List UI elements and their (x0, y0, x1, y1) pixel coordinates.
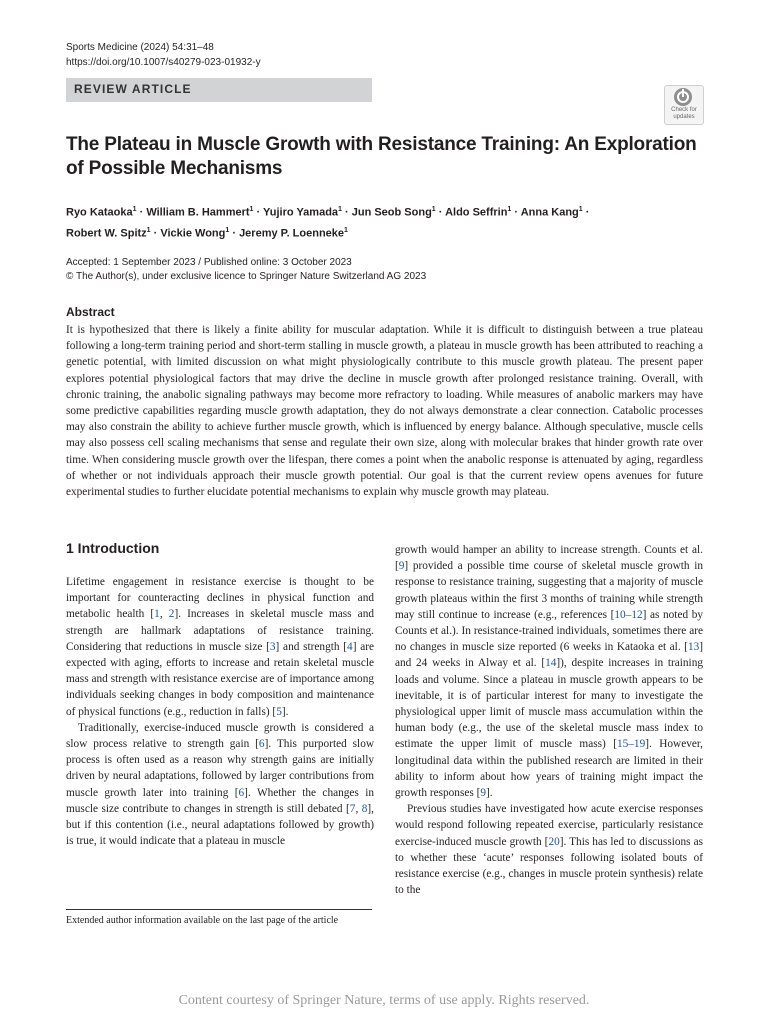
paragraph: growth would hamper an ability to increase strength. Counts et al. [9] provided a possible time course of skeletal muscle growth in response to resistance training, suggesting that a majority of muscle growth plateaus within the first 3 months of training while strength may still continue to increase (e.g., references [10–12] as noted by Counts et al.). In resistance-trained individuals, sometimes there are no changes in muscle size reported (6 weeks in Kataoka et al. [13] and 24 weeks in Alway et al. [14]), despite increases in training loads and volume. Since a plateau in muscle growth appears to be inevitable, it is of particular interest for many to investigate the physiological upper limit of muscle mass accumulation within the human body (e.g., the use of the skeletal muscle mass index to estimate the upper limit of muscle mass) [15–19]. However, longitudinal data within the published research are limited in their ability to inform about how years of training might impact the growth responses [9]. (395, 544, 703, 800)
citation-link[interactable]: 14 (545, 657, 557, 670)
author[interactable]: Robert W. Spitz (66, 227, 147, 240)
citation-link[interactable]: 3 (269, 640, 276, 653)
abstract-heading: Abstract (66, 305, 115, 319)
citation-link[interactable]: 10–12 (614, 608, 643, 621)
courtesy-watermark: Content courtesy of Springer Nature, terms of use apply. Rights reserved. (178, 993, 590, 1008)
author[interactable]: Aldo Seffrin (445, 206, 508, 219)
author[interactable]: William B. Hammert (146, 206, 250, 219)
paragraph: Previous studies have investigated how acute exercise responses would respond following repeated exercise, particularly resistance exercise-induced muscle growth [20]. This has led to discussions as to whether these ‘acute’ responses following isolated bouts of resistance exercise (e.g., changes in muscle protein synthesis) relate to the (395, 803, 703, 897)
citation-link[interactable]: 2 (168, 608, 175, 621)
citation-link[interactable]: 5 (276, 705, 282, 718)
journal-citation: Sports Medicine (2024) 54:31–48 (66, 42, 214, 53)
citation-link[interactable]: 6 (238, 786, 245, 799)
section-heading-introduction: 1 Introduction (66, 540, 160, 556)
article-title: The Plateau in Muscle Growth with Resistance Training: An Exploration of Possible Mechanisms (66, 134, 697, 179)
author[interactable]: Yujiro Yamada (263, 206, 339, 219)
abstract-text: It is hypothesized that there is likely a finite ability for muscular adaptation. While it is difficult to distinguish between a true plateau following a long-term training period and short-term stalling in muscle growth, a plateau in muscle growth has been attributed to reaching a genetic potential, with limited discussion on what might physiologically contribute to this muscle growth plateau. The present paper explores potential physiological factors that may drive the decline in muscle growth after prolonged resistance training. Overall, with chronic training, the anabolic signaling pathways may become more refractory to loading. While measures of anabolic markers may have some predictive capabilities regarding muscle growth adaptation, they do not always demonstrate a clear connection. Catabolic processes may also constrain the ability to achieve further muscle growth, which is influenced by energy balance. Although speculative, muscle cells may also possess cell scaling mechanisms that sense and regulate their own size, along with molecular brakes that hinder growth rate over time. When considering muscle growth over the lifespan, there comes a point when the anabolic response is attenuated by aging, regardless of whether or not individuals approach their muscle growth potential. Our goal is that the current review opens avenues for future experimental studies to further elucidate potential mechanisms to explain why muscle growth may plateau. (66, 324, 703, 499)
left-column (66, 574, 374, 849)
paragraph: Lifetime engagement in resistance exercise is thought to be important for counteracting declines in physical function and metabolic health [1, 2]. Increases in skeletal muscle mass and strength are hallmark adaptations of resistance training. Considering that reductions in muscle size [3] and strength [4] are expected with aging, efforts to increase and retain skeletal muscle mass and strength with resistance exercise are of importance among individuals seeking changes in body composition and maintenance of physical functions (e.g., reduction in falls) [5]. (66, 576, 374, 718)
paragraph: Traditionally, exercise-induced muscle growth is considered a slow process relative to strength gain [6]. This purported slow process is often used as a reason why strength gains are initially driven by neural adaptations, followed by larger contributions from muscle growth later into training [6]. Whether the changes in muscle size contribute to changes in strength is still debated [7, 8], but if this contention (i.e., neural adaptations followed by growth) is true, it would indicate that a plateau in muscle (66, 721, 374, 848)
check-for-updates-badge[interactable] (664, 85, 704, 125)
citation-link[interactable]: 8 (361, 802, 368, 815)
citation-link[interactable]: 4 (347, 640, 353, 653)
author[interactable]: Jun Seob Song (351, 206, 432, 219)
journal-header (66, 40, 261, 70)
citation-link[interactable]: 15–19 (616, 738, 646, 751)
article-type-label: REVIEW ARTICLE (74, 82, 192, 96)
citation-link[interactable]: 7 (349, 802, 356, 815)
author[interactable]: Ryo Kataoka (66, 206, 133, 219)
footnote: Extended author information available on the last page of the article (66, 915, 339, 926)
citation-link[interactable]: 9 (480, 787, 486, 800)
citation-link[interactable]: 13 (687, 641, 700, 654)
check-for-updates-icon (674, 88, 692, 106)
article-type-banner (66, 78, 372, 102)
author[interactable]: Anna Kang (520, 206, 579, 219)
citation-link[interactable]: 1 (154, 608, 160, 621)
citation-link[interactable]: 20 (548, 835, 560, 848)
footnote-divider (66, 909, 372, 910)
publication-dates (66, 256, 426, 284)
right-column (395, 542, 703, 898)
author[interactable]: Jeremy P. Loenneke (239, 227, 345, 240)
author[interactable]: Vickie Wong (160, 227, 226, 240)
accepted-published-date: Accepted: 1 September 2023 / Published online: 3 October 2023 (66, 257, 352, 268)
doi-link[interactable]: https://doi.org/10.1007/s40279-023-01932-y (66, 57, 261, 68)
author-list: Ryo Kataoka$^1$ · William B. Hammert$^1$ · Yujiro Yamada$^1$ · Jun Seob Song$^1$ · Aldo Seffrin$^1$ · Anna Kang$^1$ · Robert W. Spitz$^1$ · Vickie Wong$^1$ · Jeremy P. Loenneke$^1$ (66, 206, 590, 240)
copyright-notice: © The Author(s), under exclusive licence to Springer Nature Switzerland AG 2023 (66, 271, 427, 282)
citation-link[interactable]: 9 (398, 560, 405, 573)
check-for-updates-label: Check for updates (671, 107, 697, 120)
citation-link[interactable]: 6 (258, 738, 265, 751)
